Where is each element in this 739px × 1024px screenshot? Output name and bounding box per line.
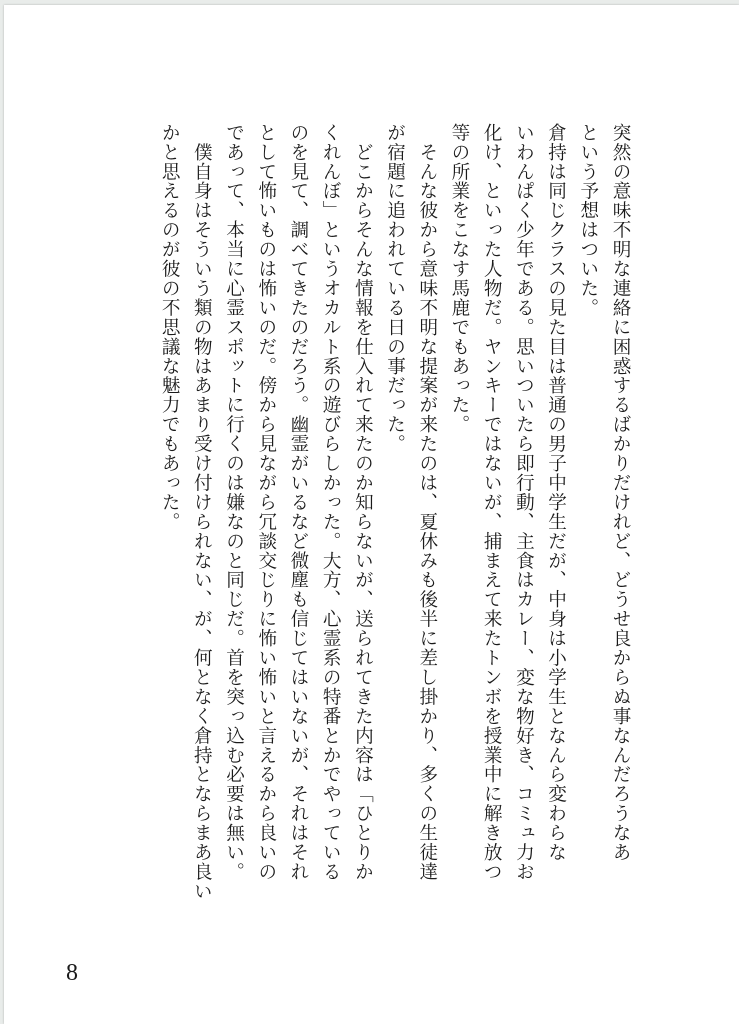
text-line: どこからそんな情報を仕入れて来たのか知らないが、送られてきた内容は「ひとりか [352, 123, 374, 882]
text-line: として怖いものは怖いのだ。傍から見ながら冗談交じりに怖い怖いと言えるから良いの [255, 123, 277, 882]
text-line: 化け、といった人物だ。ヤンキーではないが、捕まえて来たトンボを授業中に解き放つ [481, 123, 503, 882]
text-line: 突然の意味不明な連絡に困惑するばかりだけれど、どうせ良からぬ事なんだろうなあ [610, 123, 631, 863]
text-line: のを見て、調べてきたのだろう。幽霊がいるなど微塵も信じてはいないが、それはそれ [287, 123, 309, 882]
text-line: 倉持は同じクラスの見た目は普通の男子中学生だが、中身は小学生となんら変わらな [545, 123, 567, 863]
text-line: くれんぼ」というオカルト系の遊びらしかった。大方、心霊系の特番とかでやっている [320, 123, 342, 882]
text-line: であって、本当に心霊スポットに行くのは嫌なのと同じだ。首を突っ込む必要は無い。 [223, 123, 245, 882]
text-line: 僕自身はそういう類の物はあまり受け付けられない、が、何となく倉持とならまあ良い [191, 123, 213, 901]
page-number: 8 [66, 960, 78, 986]
text-line: そんな彼から意味不明な提案が来たのは、夏休みも後半に差し掛かり、多くの生徒達 [416, 123, 438, 882]
book-page [4, 5, 739, 1024]
text-line: という予想はついた。 [577, 123, 599, 318]
vertical-text-block [153, 123, 636, 953]
text-line: かと思えるのが彼の不思議な魅力でもあった。 [159, 123, 181, 532]
text-line: が宿題に追われている日の事だった。 [384, 123, 406, 454]
text-line: いわんぱく少年である。思いついたら即行動、主食はカレー、変な物好き、コミュ力お [513, 123, 535, 882]
text-line: 等の所業をこなす馬鹿でもあった。 [448, 123, 470, 435]
